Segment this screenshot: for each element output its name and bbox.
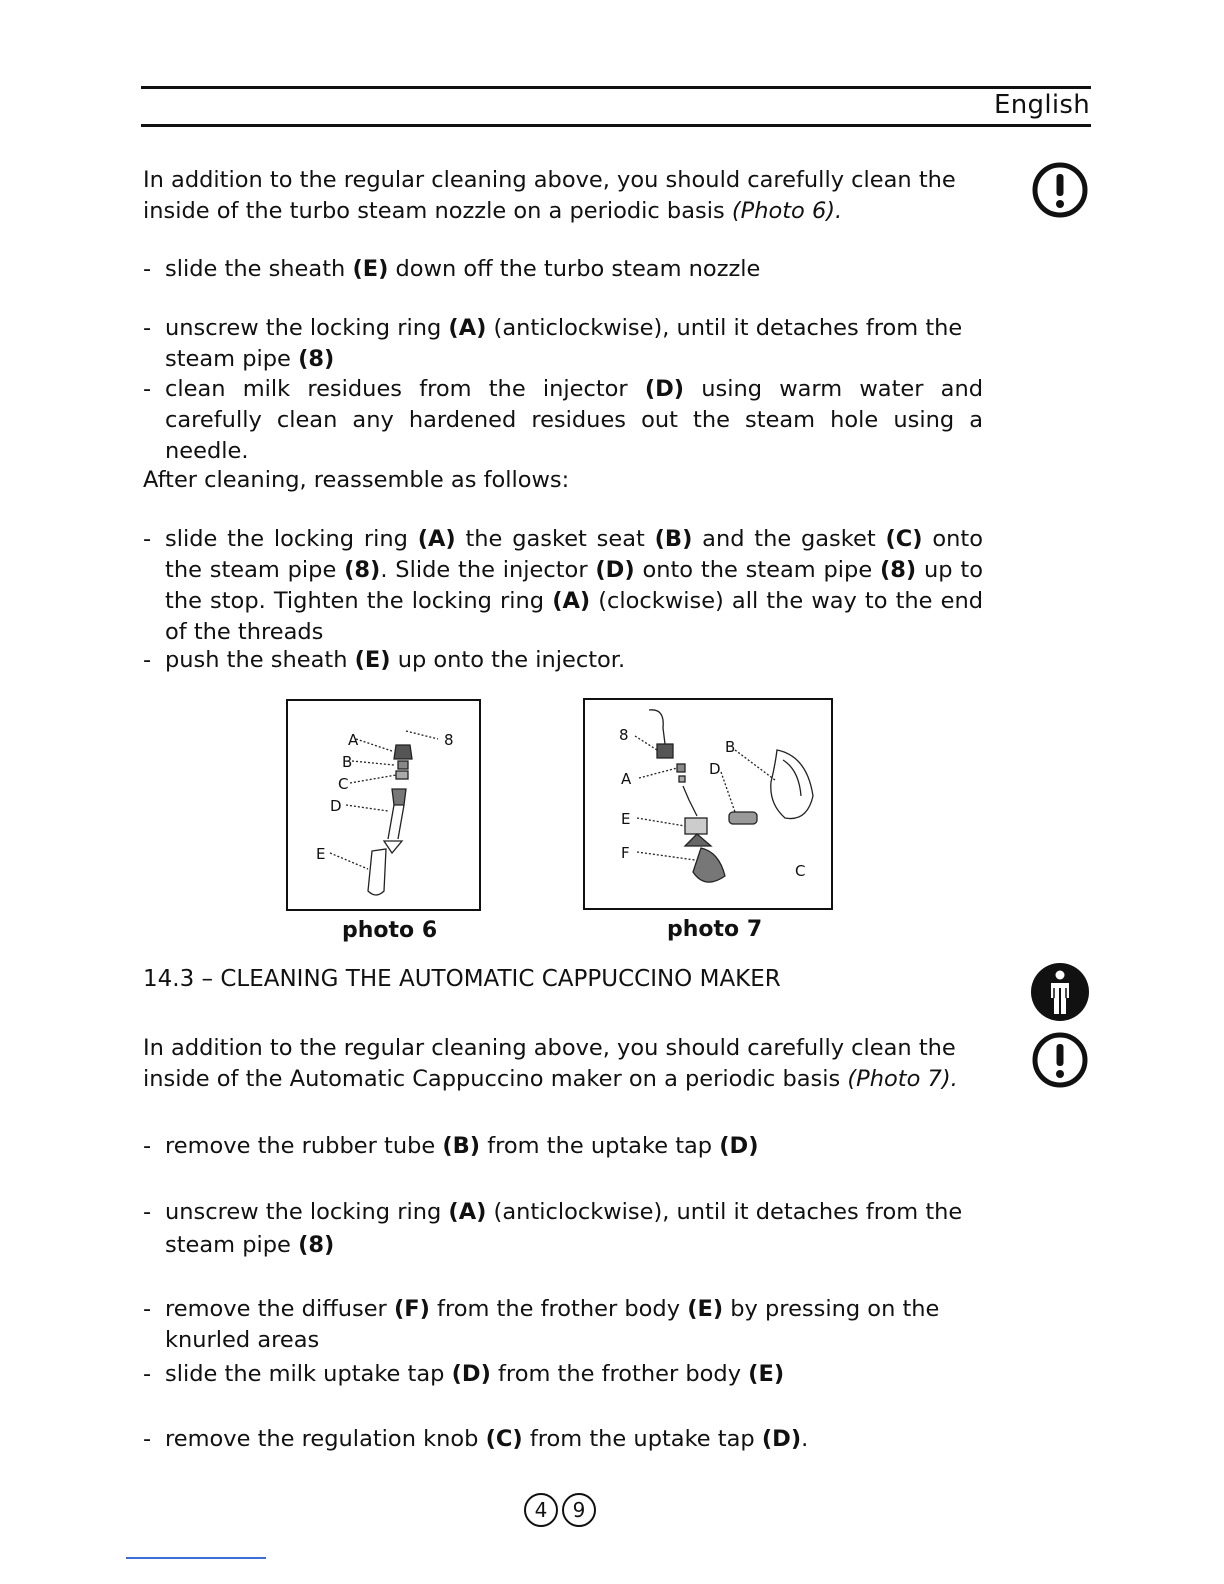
photo-7-caption: photo 7 bbox=[667, 917, 763, 942]
photo6-label-8: 8 bbox=[444, 731, 454, 749]
photo6-label-b: B bbox=[342, 753, 353, 771]
header-rule-bottom bbox=[141, 124, 1091, 127]
list-item: - remove the rubber tube (B) from the uptake tap (D) bbox=[143, 1133, 759, 1159]
list-item: - push the sheath (E) up onto the injector. bbox=[143, 647, 626, 673]
turbo-intro-paragraph: In addition to the regular cleaning above, you should carefully clean the inside of the turbo steam nozzle on a periodic basis (Photo 6). bbox=[143, 167, 956, 224]
warning-exclamation-icon bbox=[1030, 1030, 1090, 1090]
photo7-label-8: 8 bbox=[619, 726, 629, 744]
photo7-label-b: B bbox=[725, 738, 736, 756]
page-digit-2: 9 bbox=[572, 1498, 586, 1522]
photo-7-diagram bbox=[583, 698, 833, 910]
warning-exclamation-icon bbox=[1030, 160, 1090, 220]
page-digit-1: 4 bbox=[534, 1498, 548, 1522]
footer-line bbox=[126, 1557, 266, 1559]
list-item: - slide the locking ring (A) the gasket seat (B) and the gasket (C) onto the steam pipe (8). Slide the injector (D) onto the steam pipe (8) up to the stop. Tighten the locking ring (A) (clockwise) all the way to the end of the threads bbox=[143, 526, 983, 645]
photo7-label-f: F bbox=[621, 844, 630, 862]
photo7-label-c: C bbox=[795, 862, 806, 880]
page-number bbox=[522, 1490, 600, 1534]
photo6-label-c: C bbox=[338, 775, 349, 793]
cappuccino-intro-paragraph: In addition to the regular cleaning above, you should carefully clean the inside of the Automatic Cappuccino maker on a periodic basis (Photo 7). bbox=[143, 1035, 958, 1092]
list-item: - unscrew the locking ring (A) (anticlockwise), until it detaches from the steam pipe (8) bbox=[143, 1199, 963, 1258]
section-heading: 14.3 – CLEANING THE AUTOMATIC CAPPUCCINO MAKER bbox=[143, 966, 781, 992]
list-item: - remove the diffuser (F) from the frother body (E) by pressing on the knurled areas bbox=[143, 1296, 940, 1353]
list-item: - clean milk residues from the injector (D) using warm water and carefully clean any hardened residues out the steam hole using a needle. bbox=[143, 376, 983, 464]
photo7-label-e: E bbox=[621, 810, 631, 828]
language-label: English bbox=[994, 90, 1090, 120]
photo7-label-a: A bbox=[621, 770, 632, 788]
reassemble-intro: After cleaning, reassemble as follows: bbox=[143, 467, 570, 493]
person-icon bbox=[1030, 962, 1090, 1022]
photo6-label-e: E bbox=[316, 845, 326, 863]
list-item: - slide the milk uptake tap (D) from the frother body (E) bbox=[143, 1361, 785, 1387]
list-item: - slide the sheath (E) down off the turbo steam nozzle bbox=[143, 256, 761, 282]
photo7-label-d: D bbox=[709, 760, 721, 778]
list-item: - remove the regulation knob (C) from the uptake tap (D). bbox=[143, 1426, 809, 1452]
photo-6-diagram bbox=[286, 699, 481, 911]
photo6-label-d: D bbox=[330, 797, 342, 815]
photo-6-caption: photo 6 bbox=[342, 918, 438, 943]
header-rule-top bbox=[141, 86, 1091, 89]
list-item: - unscrew the locking ring (A) (anticlockwise), until it detaches from the steam pipe (8) bbox=[143, 315, 963, 372]
photo6-label-a: A bbox=[348, 731, 359, 749]
